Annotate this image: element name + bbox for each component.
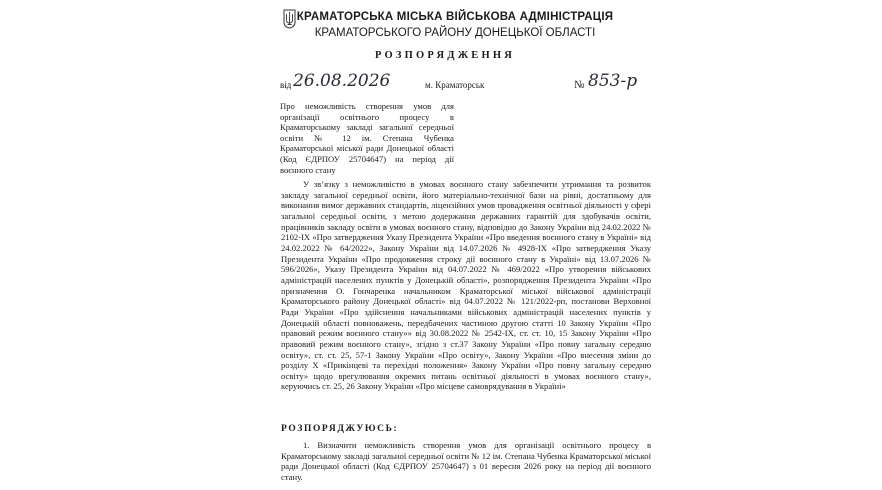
order-heading: РОЗПОРЯДЖУЮСЬ: (281, 424, 399, 434)
document-type-title: РОЗПОРЯДЖЕННЯ (375, 50, 515, 61)
date-handwritten: 26.08.2026 (293, 71, 391, 91)
number-handwritten: 853-р (588, 71, 638, 91)
order-item-1-text: 1. Визначити неможливість створення умов для організації освітнього процесу в Краматорському закладі загальної середньої освіти № 12 ім. Степана Чубенка Краматорської міської ради Донецької області (Код ЄДРПОУ 25704647) з 01 вересня 2026 року на період дії воєнного стану. (281, 440, 651, 482)
header-district: КРАМАТОРСЬКОГО РАЙОНУ ДОНЕЦЬКОЇ ОБЛАСТІ (314, 27, 596, 39)
preamble-paragraph: У зв’язку з неможливістю в умовах воєнного стану забезпечити утримання та розвиток закладу загальної середньої освіти, його матеріально-технічної бази на рівні, достатньому для виконання вимог державних стандартів, ліцензійних умов провадження освітньої діяльності у сфері загальної середньої освіти, з метою додержання державних гарантій для здобувачів освіти, працівників закладу освіти в умовах воєнного стану, відповідно до Закону України від 24.02.2022 № 2102-ІХ «Про затвердження Указу Президента України «Про введення воєнного стану в Україні» від 24.02.2022 № 64/2022», Закону України від 14.07.2026 № 4928-ІХ «Про затвердження Указу Президента України «Про продовження строку дії воєнного стану в Україні» від 13.07.2026 № 596/2026», Указу Президента України від 04.07.2022 № 469/2022 «Про утворення військових адміністрацій населених пунктів у Донецькій області», розпорядження Президента України «Про призначення О. Гончаренка начальником Краматорської міської військової адміністрації Краматорського району Донецької області» від 04.07.2022 № 121/2022-рп, постанови Верховної Ради України «Про здійснення начальниками військових адміністрацій населених пунктів у Донецькій області повноважень, передбачених частиною другою статті 10 Закону України «Про правовий режим воєнного стану»» від 30.08.2022 № 2542-ІХ, ст. ст. 10, 15 Закону України «Про правовий режим воєнного стану», згідно з ст.37 Закону України «Про повну загальну середню освіту», ст. ст. 25, 57-1 Закону України «Про освіту», Закону України «Про внесення зміни до розділу Х «Прикінцеві та перехідні положення» Закону України «Про повну загальну середню освіту» щодо врегулювання окремих питань освітньої діяльності в умовах воєнного стану», керуючись ст. 25, 26 Закону України «Про місцеве самоврядування в Україні» (281, 179, 651, 392)
date-prefix: від (280, 80, 292, 90)
header-authority: КРАМАТОРСЬКА МІСЬКА ВІЙСЬКОВА АДМІНІСТРАЦІЯ (296, 11, 614, 23)
order-item-1 (281, 440, 651, 482)
number-prefix: № (574, 79, 585, 91)
subject-block: Про неможливість створення умов для організації освітнього процесу в Краматорському закладі загальної середньої освіти № 12 ім. Степана Чубенка Краматорської міської ради Донецької області (Код ЄДРПОУ 25704647) на період дії воєнного стану (280, 101, 454, 175)
city-label: м. Краматорськ (425, 80, 485, 90)
preamble-text (281, 179, 651, 392)
